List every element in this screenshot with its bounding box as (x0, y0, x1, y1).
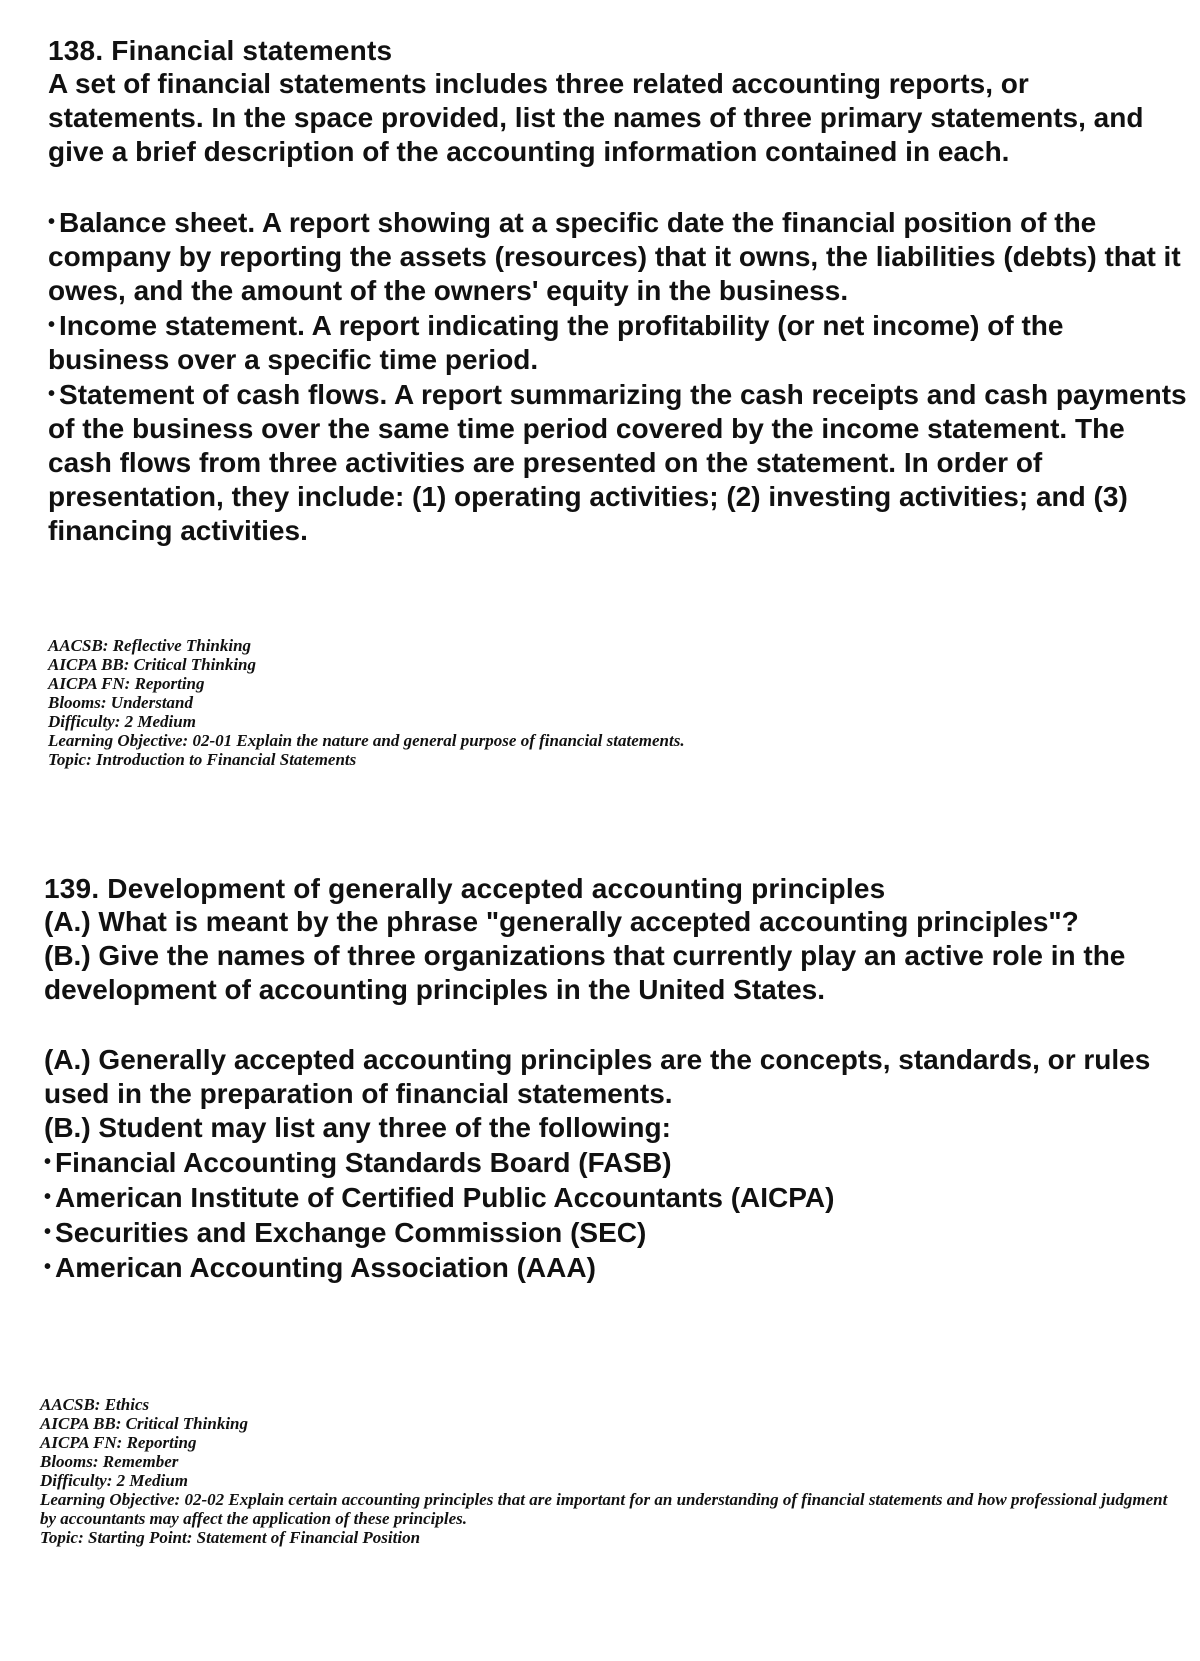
bullet-icon: • (44, 1151, 52, 1173)
answer-part-a: (A.) Generally accepted accounting principles are the concepts, standards, or rules used in the preparation of financial statements. (44, 1044, 1151, 1109)
question-139 (44, 872, 1184, 1285)
organization-name: American Accounting Association (AAA) (55, 1252, 596, 1283)
meta-line: Difficulty: 2 Medium (40, 1471, 188, 1490)
organization-name: American Institute of Certified Public Accountants (AICPA) (55, 1182, 835, 1213)
list-item (44, 1180, 1184, 1215)
meta-line: Difficulty: 2 Medium (48, 712, 196, 731)
prompt-text: A set of financial statements includes three related accounting reports, or statements. In the space provided, list the names of three primary statements, and give a brief description of the accounting information contained in each. (48, 68, 1144, 167)
question-138-metadata (48, 636, 1188, 769)
question-prompt (44, 905, 1184, 1007)
question-139-metadata (40, 1395, 1180, 1547)
bullet-icon: • (48, 211, 56, 233)
meta-line: Learning Objective: 02-02 Explain certain accounting principles that are important for an understanding of financial statements and how professional judgment by accountants may affect the application of these principles. (40, 1490, 1168, 1528)
bullet-icon: • (44, 1256, 52, 1278)
question-prompt (48, 67, 1188, 169)
organization-list (44, 1145, 1184, 1285)
question-title: 139. Development of generally accepted accounting principles (44, 873, 886, 904)
organization-name: Financial Accounting Standards Board (FASB) (55, 1147, 672, 1178)
meta-line: AACSB: Ethics (40, 1395, 150, 1414)
list-item (44, 1250, 1184, 1285)
meta-line: Topic: Introduction to Financial Statements (48, 750, 357, 769)
prompt-part-b: (B.) Give the names of three organizations that currently play an active role in the development of accounting principles in the United States. (44, 940, 1126, 1005)
organization-name: Securities and Exchange Commission (SEC) (55, 1217, 647, 1248)
meta-line: AACSB: Reflective Thinking (48, 636, 252, 655)
list-item (48, 377, 1188, 548)
list-item (48, 205, 1188, 308)
question-title: 138. Financial statements (48, 35, 393, 66)
bullet-icon: • (48, 314, 56, 336)
answer-text: Balance sheet. A report showing at a specific date the financial position of the company by reporting the assets (resources) that it owns, the liabilities (debts) that it owes, and the amount of the owners' equity in the business. (48, 207, 1181, 306)
list-item (48, 308, 1188, 377)
meta-line: Blooms: Remember (40, 1452, 179, 1471)
question-138 (48, 34, 1188, 548)
meta-line: AICPA FN: Reporting (48, 674, 205, 693)
meta-line: AICPA FN: Reporting (40, 1433, 197, 1452)
answer-block (44, 1043, 1184, 1285)
bullet-icon: • (44, 1221, 52, 1243)
meta-line: AICPA BB: Critical Thinking (40, 1414, 248, 1433)
meta-line: Blooms: Understand (48, 693, 193, 712)
bullet-icon: • (44, 1186, 52, 1208)
list-item (44, 1215, 1184, 1250)
answer-part-b-intro: (B.) Student may list any three of the following: (44, 1112, 671, 1143)
list-item (44, 1145, 1184, 1180)
meta-line: Learning Objective: 02-01 Explain the nature and general purpose of financial statements. (48, 731, 685, 750)
answer-text: Income statement. A report indicating the profitability (or net income) of the business over a specific time period. (48, 310, 1064, 375)
meta-line: Topic: Starting Point: Statement of Financial Position (40, 1528, 421, 1547)
answer-list (48, 205, 1188, 548)
bullet-icon: • (48, 383, 56, 405)
prompt-part-a: (A.) What is meant by the phrase "generally accepted accounting principles"? (44, 906, 1079, 937)
answer-block (48, 205, 1188, 548)
meta-line: AICPA BB: Critical Thinking (48, 655, 256, 674)
answer-text: Statement of cash flows. A report summarizing the cash receipts and cash payments of the business over the same time period covered by the income statement. The cash flows from three activities are presented on the statement. In order of presentation, they include: (1) operating activities; (2) investing activities; and (3) financing activities. (48, 379, 1187, 546)
